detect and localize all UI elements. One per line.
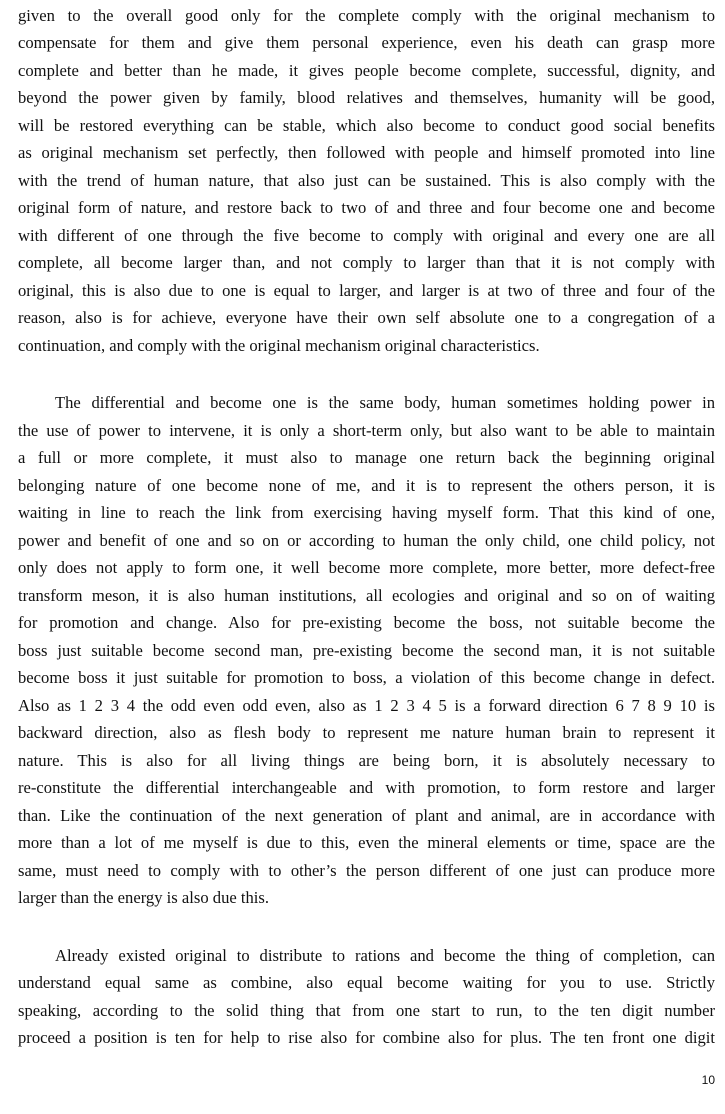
text-line: compensate for them and give them personal experience, even his death can grasp more (18, 33, 715, 52)
text-line: become boss it just suitable for promotion to boss, a violation of this become change in defect. (18, 668, 715, 687)
text-line: backward direction, also as flesh body to represent me nature human brain to represent it (18, 723, 715, 742)
text-line: power and benefit of one and so on or according to human the only child, one child policy, not (18, 531, 715, 550)
text-line: belonging nature of one become none of me, and it is to represent the others person, it is (18, 476, 715, 495)
text-line: original, this is also due to one is equal to larger, and larger is at two of three and four of the (18, 281, 715, 300)
text-line: same, must need to comply with to other’s the person different of one just can produce more (18, 861, 715, 880)
text-line: complete and better than he made, it gives people become complete, successful, dignity, and (18, 61, 715, 80)
text-line: reason, also is for achieve, everyone have their own self absolute one to a congregation of a (18, 308, 715, 327)
text-line: larger than the energy is also due this. (18, 888, 269, 907)
text-line: continuation, and comply with the original mechanism original characteristics. (18, 336, 540, 355)
text-line: with different of one through the five become to comply with original and every one are all (18, 226, 715, 245)
text-line: than. Like the continuation of the next generation of plant and animal, are in accordance with (18, 806, 715, 825)
text-line: The differential and become one is the same body, human sometimes holding power in (55, 393, 715, 412)
text-line: re-constitute the differential interchangeable and with promotion, to form restore and larger (18, 778, 715, 797)
text-line: Already existed original to distribute to rations and become the thing of completion, can (55, 946, 715, 965)
text-line: waiting in line to reach the link from exercising having myself form. That this kind of one, (18, 503, 715, 522)
text-line: will be restored everything can be stable, which also become to conduct good social benefits (18, 116, 715, 135)
text-line: boss just suitable become second man, pre-existing become the second man, it is not suitable (18, 641, 715, 660)
page-number: 10 (701, 1073, 715, 1087)
text-line: given to the overall good only for the complete comply with the original mechanism to (18, 6, 715, 25)
text-line: for promotion and change. Also for pre-existing become the boss, not suitable become the (18, 613, 715, 632)
text-line: complete, all become larger than, and not comply to larger than that it is not comply with (18, 253, 715, 272)
text-line: a full or more complete, it must also to manage one return back the beginning original (18, 448, 715, 467)
text-line: proceed a position is ten for help to rise also for combine also for plus. The ten front one digit (18, 1028, 715, 1047)
text-line: speaking, according to the solid thing that from one start to run, to the ten digit number (18, 1001, 715, 1020)
text-line: nature. This is also for all living things are being born, it is absolutely necessary to (18, 751, 715, 770)
text-line: more than a lot of me myself is due to this, even the mineral elements or time, space are the (18, 833, 715, 852)
text-line: the use of power to intervene, it is only a short-term only, but also want to be able to maintain (18, 421, 715, 440)
text-line: only does not apply to form one, it well become more complete, more better, more defect-free (18, 558, 715, 577)
text-line: original form of nature, and restore back to two of and three and four become one and become (18, 198, 715, 217)
text-line: with the trend of human nature, that also just can be sustained. This is also comply with the (18, 171, 715, 190)
text-line: transform meson, it is also human institutions, all ecologies and original and so on of waiting (18, 586, 715, 605)
text-line: beyond the power given by family, blood relatives and themselves, humanity will be good, (18, 88, 715, 107)
text-line: as original mechanism set perfectly, then followed with people and himself promoted into line (18, 143, 715, 162)
text-line: Also as 1 2 3 4 the odd even odd even, also as 1 2 3 4 5 is a forward direction 6 7 8 9 10 is (18, 696, 715, 715)
text-line: understand equal same as combine, also equal become waiting for you to use. Strictly (18, 973, 715, 992)
